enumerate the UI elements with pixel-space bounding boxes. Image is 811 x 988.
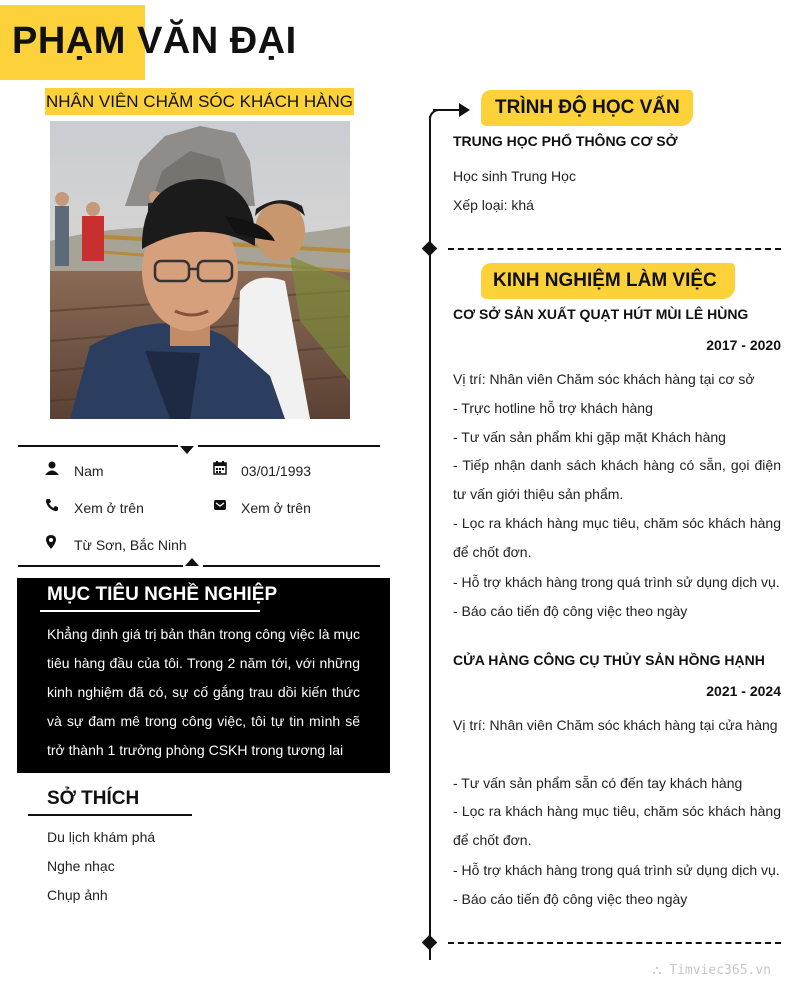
watermark-text: Timviec365.vn [669, 963, 771, 978]
gender-value: Nam [74, 463, 104, 479]
education-title: TRÌNH ĐỘ HỌC VẤN [495, 97, 680, 118]
job-duty: - Tư vấn sản phẩm khi gặp mặt Khách hàng [453, 429, 726, 445]
divider [40, 610, 260, 612]
address-value: Từ Sơn, Bắc Ninh [74, 537, 187, 553]
education-line: Học sinh Trung Học [453, 168, 576, 184]
divider-arrow [180, 446, 194, 454]
timeline-arrow [433, 109, 461, 111]
dashed-divider [448, 248, 781, 250]
job-company: CỬA HÀNG CÔNG CỤ THỦY SẢN HỒNG HẠNH [453, 652, 765, 668]
timeline-diamond [422, 935, 438, 951]
dashed-divider [448, 942, 781, 944]
job-duty: - Báo cáo tiến độ công việc theo ngày [453, 891, 688, 907]
page-title: PHẠM VĂN ĐẠI [12, 20, 297, 62]
education-line: Xếp loại: khá [453, 197, 534, 213]
job-duty: - Lọc ra khách hàng mục tiêu, chăm sóc khách hàng để chốt đơn. [453, 515, 781, 560]
job-company: CƠ SỞ SẢN XUẤT QUẠT HÚT MÙI LÊ HÙNG [453, 306, 749, 322]
job-position: Vị trí: Nhân viên Chăm sóc khách hàng tại cơ sở [453, 371, 755, 387]
job-years: 2021 - 2024 [706, 683, 781, 699]
divider [18, 565, 183, 567]
objective-text: Khẳng định giá trị bản thân trong công việc là mục tiêu hàng đầu của tôi. Trong 2 năm tới, với những kinh nghiệm đã có, sự cố gắng trau dồi kiến thức và sự đam mê trong công việc, tôi tự tin mình sẽ trở thành 1 trưởng phòng CSKH trong tương lai [47, 626, 360, 758]
experience-title: KINH NGHIỆM LÀM VIỆC [493, 270, 717, 291]
job-duty: - Lọc ra khách hàng mục tiêu, chăm sóc khách hàng để chốt đơn. [453, 803, 781, 848]
job-duty: - Tiếp nhận danh sách khách hàng có sẵn, gọi điện tư vấn giới thiệu sản phẩm. [453, 457, 781, 502]
job-duty: - Trực hotline hỗ trợ khách hàng [453, 400, 653, 416]
map-pin-icon [45, 535, 61, 551]
arrow-right-icon [459, 103, 470, 117]
job-duty: - Báo cáo tiến độ công việc theo ngày [453, 603, 688, 619]
job-duty: - Tư vấn sản phẩm sẵn có đến tay khách hàng [453, 775, 743, 791]
objective-title: MỤC TIÊU NGHỀ NGHIỆP [47, 584, 278, 605]
education-school: TRUNG HỌC PHỔ THÔNG CƠ SỞ [453, 133, 678, 149]
divider [198, 445, 380, 447]
hobby-item: Du lịch khám phá [47, 829, 156, 845]
job-duty: - Hỗ trợ khách hàng trong quá trình sử dụng dịch vụ. [453, 862, 780, 878]
hobby-item: Nghe nhạc [47, 858, 115, 874]
profile-photo [50, 121, 350, 419]
job-position: Vị trí: Nhân viên Chăm sóc khách hàng tại cửa hàng [453, 717, 778, 733]
calendar-icon [213, 461, 229, 477]
watermark: ⛬ Timviec365.vn [652, 963, 771, 978]
email-icon [213, 498, 229, 514]
email-value: Xem ở trên [241, 500, 311, 516]
divider-arrow [185, 558, 199, 566]
person-icon [45, 461, 61, 477]
hobbies-title: SỞ THÍCH [47, 788, 140, 809]
divider [28, 814, 192, 816]
phone-value: Xem ở trên [74, 500, 144, 516]
divider [18, 445, 178, 447]
job-years: 2017 - 2020 [706, 337, 781, 353]
hobby-item: Chụp ảnh [47, 887, 108, 903]
timeline-diamond [422, 241, 438, 257]
job-duty: - Hỗ trợ khách hàng trong quá trình sử dụng dịch vụ. [453, 574, 780, 590]
job-title: NHÂN VIÊN CHĂM SÓC KHÁCH HÀNG [45, 88, 354, 115]
divider [203, 565, 380, 567]
birthday-value: 03/01/1993 [241, 463, 312, 479]
phone-icon [45, 498, 61, 514]
